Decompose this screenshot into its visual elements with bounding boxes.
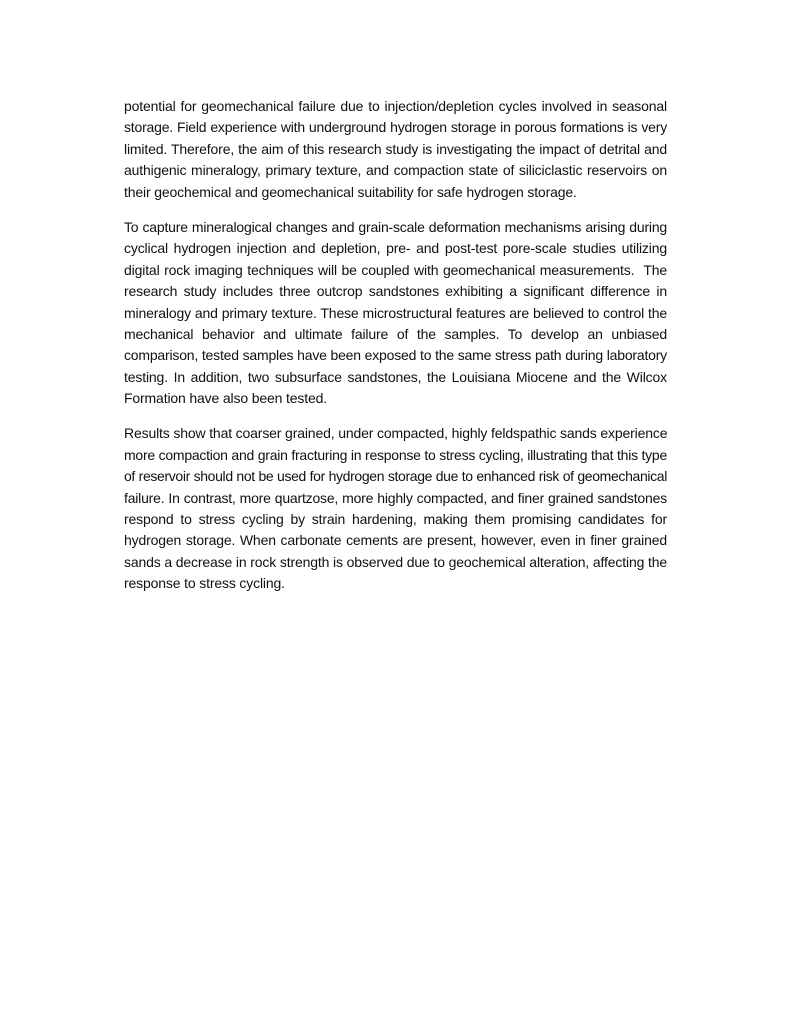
text-line: mechanical behavior and ultimate failure of the samples. To develop an unbiased [124, 325, 667, 342]
text-line: potential for geomechanical failure due to injection/depletion cycles involved in seasonal [124, 98, 667, 114]
text-line: digital rock imaging techniques will be coupled with geomechanical measurements. The [124, 261, 667, 278]
text-line: failure. In contrast, more quartzose, more highly compacted, and finer grained sandstones [124, 489, 667, 506]
text-line: hydrogen storage. When carbonate cements are present, however, even in finer grained [124, 532, 667, 549]
text-line: limited. Therefore, the aim of this research study is investigating the impact of detrital and [124, 140, 667, 157]
text-line: of reservoir should not be used for hydrogen storage due to enhanced risk of geomechanical [124, 468, 667, 485]
text-line: To capture mineralogical changes and grain-scale deformation mechanisms arising during [124, 218, 667, 235]
document-page [124, 96, 667, 609]
text-line: more compaction and grain fracturing in response to stress cycling, illustrating that this type [124, 446, 667, 463]
text-line: Formation have also been tested. [124, 390, 327, 407]
text-line: research study includes three outcrop sandstones exhibiting a significant difference in [124, 283, 667, 300]
text-line: storage. Field experience with underground hydrogen storage in porous formations is very [124, 119, 667, 136]
text-line: cyclical hydrogen injection and depletion, pre- and post-test pore-scale studies utilizing [124, 240, 667, 257]
text-line: comparison, tested samples have been exposed to the same stress path during laboratory [124, 347, 667, 364]
paragraph-1 [124, 96, 667, 203]
text-line: sands a decrease in rock strength is observed due to geochemical alteration, affecting the [124, 553, 667, 570]
text-line: their geochemical and geomechanical suitability for safe hydrogen storage. [124, 183, 577, 200]
text-line: Results show that coarser grained, under compacted, highly feldspathic sands experience [124, 425, 668, 442]
text-line: mineralogy and primary texture. These microstructural features are believed to control the [124, 304, 667, 321]
paragraph-2 [124, 217, 667, 410]
text-line: testing. In addition, two subsurface sandstones, the Louisiana Miocene and the Wilcox [124, 368, 667, 385]
text-line: response to stress cycling. [124, 575, 285, 592]
paragraph-3 [124, 423, 667, 594]
text-line: authigenic mineralogy, primary texture, and compaction state of siliciclastic reservoirs on [124, 162, 667, 179]
text-line: respond to stress cycling by strain hardening, making them promising candidates for [124, 511, 667, 528]
